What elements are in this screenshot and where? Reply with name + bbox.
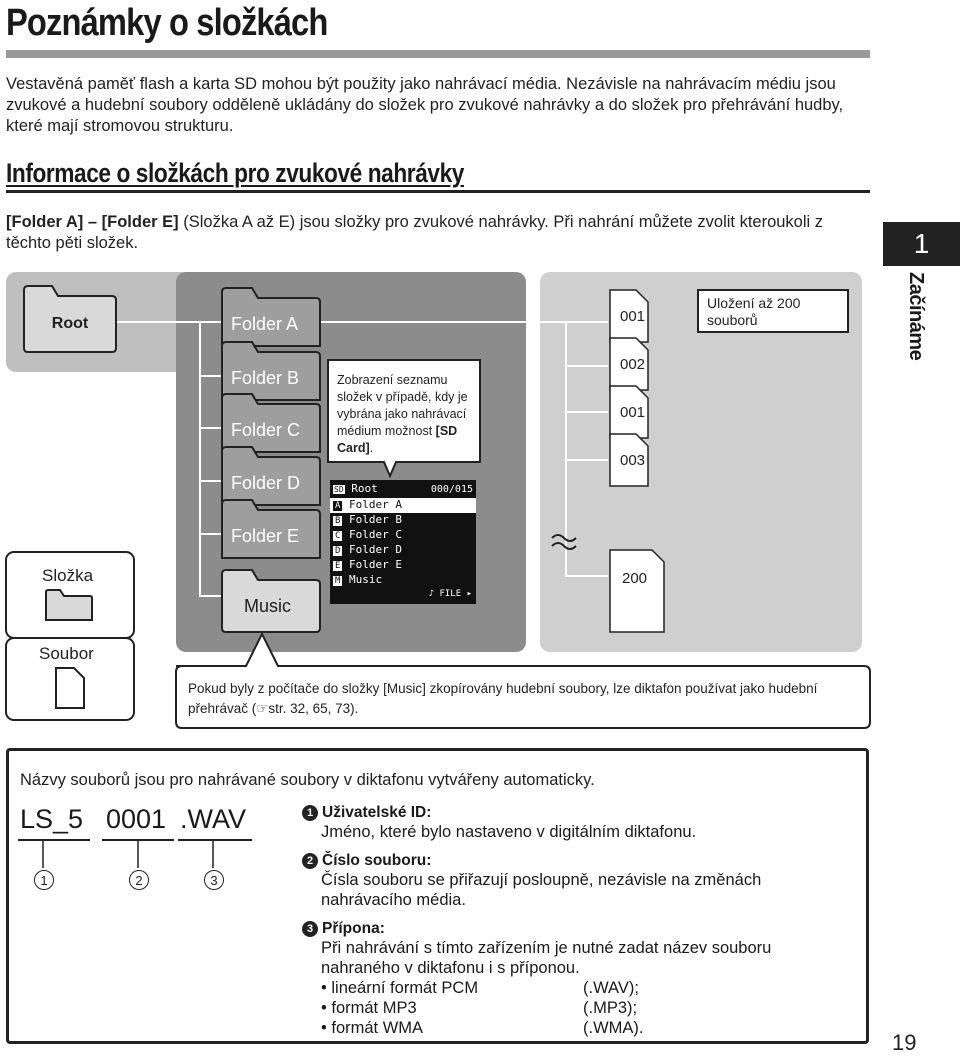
filename-markers <box>0 830 260 900</box>
definition-item-1 <box>302 804 862 842</box>
file-icon-5 <box>610 550 664 632</box>
music-label: Music <box>244 596 292 616</box>
format-extension: (.MP3); <box>583 999 638 1017</box>
marker-2: 2 <box>129 870 149 890</box>
callout-text <box>337 372 477 457</box>
file-label-5: 200 <box>622 570 648 587</box>
folder-e-label: Folder E <box>231 526 300 546</box>
folder-range: [Folder A] – [Folder E] <box>6 213 179 231</box>
format-item <box>321 1018 862 1038</box>
chapter-tab <box>883 222 960 266</box>
chapter-label: Začínáme <box>905 272 927 361</box>
folder-b-label: Folder B <box>231 368 300 388</box>
format-item <box>321 978 862 998</box>
page-number: 19 <box>892 1030 917 1055</box>
definition-item-2 <box>302 852 862 910</box>
filename-part-extension: .WAV <box>180 804 246 834</box>
number-badge: 1 <box>302 805 318 821</box>
folder-icon: D <box>335 546 341 556</box>
sd-icon: SD <box>334 485 344 494</box>
lcd-row-label: Music <box>349 573 383 586</box>
folder-icon: E <box>335 561 341 571</box>
definition-text: Čísla souboru se přiřazují posloupně, nezávisle na změnách nahrávacího média. <box>321 871 762 909</box>
format-extension: (.WAV); <box>583 979 639 997</box>
lcd-footer-label: FILE <box>439 589 462 599</box>
folder-icon: A <box>335 501 341 511</box>
lcd-row-label: Folder B <box>349 513 403 526</box>
number-badge: 3 <box>302 921 318 937</box>
section-paragraph <box>6 212 868 254</box>
format-extension: (.WMA). <box>583 1019 644 1037</box>
file-label-2: 002 <box>620 356 646 373</box>
definition-item-3 <box>302 920 862 1038</box>
format-list <box>321 978 862 1038</box>
marker-1: 1 <box>34 870 54 890</box>
number-badge: 2 <box>302 853 318 869</box>
folder-icon: B <box>335 516 341 526</box>
lcd-header <box>330 480 476 496</box>
music-note-text: Pokud byly z počítače do složky [Music] zkopírovány hudební soubory, lze diktafon používat jako hudební přehrávač (☞str. 32, 65, 73). <box>188 681 818 716</box>
file-label-3: 001 <box>620 404 646 421</box>
lcd-title <box>333 482 378 496</box>
lcd-row-selected <box>330 498 476 513</box>
marker-3: 3 <box>204 870 224 890</box>
lcd-header-title: Root <box>351 482 378 495</box>
filename-intro: Názvy souborů jsou pro nahrávané soubory v diktafonu vytvářeny automaticky. <box>20 771 595 789</box>
legend-folder-label: Složka <box>42 566 94 585</box>
lcd-list <box>330 498 476 588</box>
title-rule <box>6 50 870 58</box>
lcd-screen <box>330 480 476 604</box>
section-rule <box>6 190 870 193</box>
format-item <box>321 998 862 1018</box>
format-name: • lineární formát PCM <box>321 979 479 997</box>
lcd-row <box>330 573 476 588</box>
legend-file-icon <box>56 668 84 708</box>
filename-part-user-id: LS_5 <box>20 804 84 834</box>
section-heading: Informace o složkách pro zvukové nahrávky <box>6 158 464 188</box>
definition-text: Při nahrávání s tímto zařízením je nutné zadat název souboru nahraného v diktafonu i s příponou. <box>321 939 772 977</box>
legend-file-label: Soubor <box>39 644 94 663</box>
music-folder-icon: M <box>335 576 341 586</box>
lcd-row-label: Folder A <box>349 498 403 511</box>
lcd-row-label: Folder D <box>349 543 403 556</box>
folder-d-label: Folder D <box>231 473 301 493</box>
lcd-footer: ♪ FILE ▸ <box>428 589 472 599</box>
page-title: Poznámky o složkách <box>6 2 328 44</box>
lcd-row <box>330 543 476 558</box>
folder-icon: C <box>335 531 341 541</box>
filename-part-number: 0001 <box>106 804 167 834</box>
callout-prefix: Zobrazení seznamu složek v případě, kdy je vybrána jako nahrávací médium možnost <box>337 373 468 438</box>
lcd-row <box>330 513 476 528</box>
chapter-number: 1 <box>913 228 930 259</box>
lcd-row <box>330 528 476 543</box>
folder-a-label: Folder A <box>231 314 299 334</box>
file-label-4: 003 <box>620 452 646 469</box>
format-name: • formát WMA <box>321 1019 424 1037</box>
definition-title: Číslo souboru: <box>322 852 432 869</box>
definition-title: Přípona: <box>322 920 385 937</box>
callout-suffix: . <box>369 441 374 455</box>
file-label-1: 001 <box>620 308 646 325</box>
lcd-counter: 000/015 <box>430 483 473 495</box>
definition-title: Uživatelské ID: <box>322 804 432 821</box>
intro-paragraph: Vestavěná paměť flash a karta SD mohou být použity jako nahrávací média. Nezávisle na nahrávacím médiu jsou zvukové a hudební soubory odděleně ukládány do složek pro zvukové nahrávky a do složek pro přehrávání hudby, které mají stromovou strukturu. <box>6 75 844 135</box>
folder-c-label: Folder C <box>231 420 301 440</box>
format-name: • formát MP3 <box>321 999 417 1017</box>
lcd-row <box>330 558 476 573</box>
definition-text: Jméno, které bylo nastaveno v digitálním diktafonu. <box>321 823 697 841</box>
root-label: Root <box>51 315 89 332</box>
storage-note: Uložení až 200 souborů <box>707 295 801 328</box>
section-text: (Složka A až E) jsou složky pro zvukové nahrávky. Při nahrání můžete zvolit kteroukoli z těchto pěti složek. <box>6 213 824 252</box>
callout-bold: [SD Card] <box>337 424 458 455</box>
lcd-row-label: Folder E <box>349 558 403 571</box>
lcd-row-label: Folder C <box>349 528 403 541</box>
definition-list <box>302 804 862 1038</box>
